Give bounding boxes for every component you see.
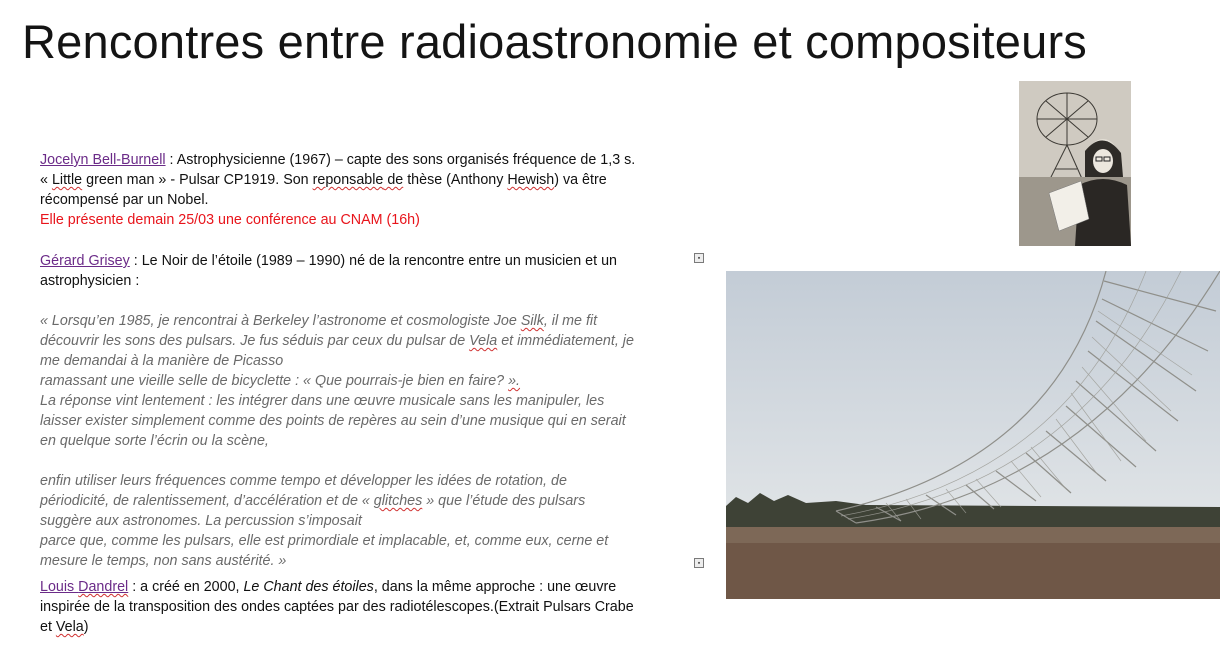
dandrel-line-2: inspirée de la transposition des ondes captées par des radiotélescopes.(Extrait Pulsars Crabe	[40, 599, 634, 615]
radio-telescope-photo	[726, 271, 1220, 599]
broken-image-icon: ▪	[694, 253, 704, 263]
dandrel-link[interactable]: Louis Dandrel	[40, 579, 129, 595]
dandrel-line-3: et Vela)	[40, 619, 89, 635]
bell-line-1: Jocelyn Bell-Burnell : Astrophysicienne (1967) – capte des sons organisés fréquence de 1,3 s.	[40, 152, 636, 168]
bell-burnell-link[interactable]: Jocelyn Bell-Burnell	[40, 152, 166, 168]
grisey-paragraph	[40, 251, 680, 571]
dandrel-line-1: Louis Dandrel : a créé en 2000, Le Chant des étoiles, dans la même approche : une œuvre	[40, 579, 617, 595]
bell-line-2: « Little green man » - Pulsar CP1919. Son reponsable de thèse (Anthony Hewish) va être	[40, 172, 607, 188]
slide-title: Rencontres entre radioastronomie et compositeurs	[22, 15, 1088, 68]
grisey-line-2: astrophysicien :	[40, 273, 140, 289]
grisey-link[interactable]: Gérard Grisey	[40, 253, 130, 269]
bell-burnell-paragraph	[40, 150, 680, 230]
conference-notice: Elle présente demain 25/03 une conférence au CNAM (16h)	[40, 212, 420, 228]
grisey-quote: « Lorsqu’en 1985, je rencontrai à Berkeley l’astronome et cosmologiste Joe Silk, il me fit découvrir les sons des pulsars. Je fus séduis par ceux du pulsar de Vela et immédiatement, je me demandai à la manière de Picasso ramassant une vieille selle de bicyclette : « Que pourrais-je bien en faire? ». La réponse vint lentement : les intégrer dans une œuvre musicale sans les manipuler, les laisser exister simplement comme des points de repères au sein d’une musique qui en serait en quelque sorte l’écrin ou la scène, enfin utiliser leurs fréquences comme tempo et développer les idées de rotation, de périodicité, de ralentissement, d’accélération et de « glitches » que l’étude des pulsars suggère aux astronomes. La percussion s’imposait parce que, comme les pulsars, elle est primordiale et implacable, et, comme eux, cerne et mesure le temps, non sans austérité. »	[40, 313, 634, 569]
radio-telescope-photo-art	[726, 271, 1220, 599]
grisey-line-1: Gérard Grisey : Le Noir de l’étoile (1989 – 1990) né de la rencontre entre un musicien et un	[40, 253, 617, 269]
bell-line-3: récompensé par un Nobel.	[40, 192, 209, 208]
broken-image-icon: ▪	[694, 558, 704, 568]
bell-burnell-photo-art	[1019, 81, 1131, 246]
dandrel-paragraph	[40, 577, 680, 637]
bell-burnell-photo	[1019, 81, 1131, 246]
